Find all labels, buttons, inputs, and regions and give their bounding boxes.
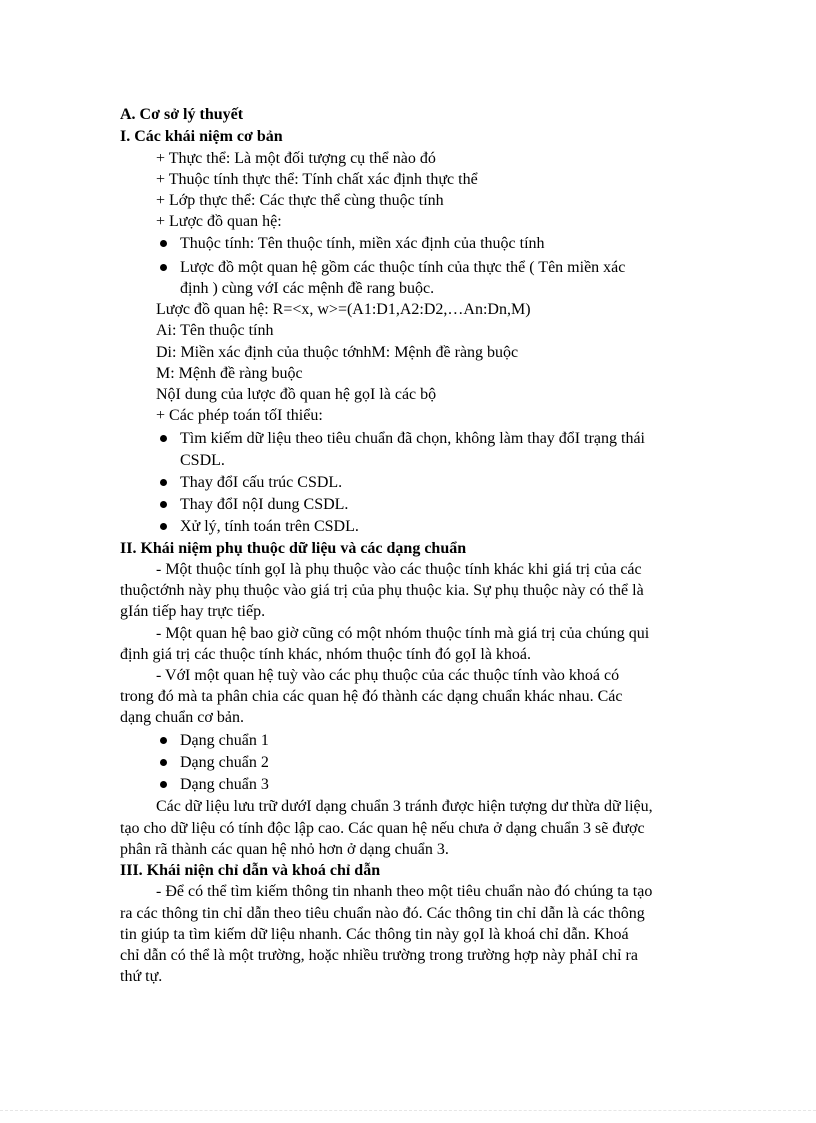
paragraph-line: trong đó mà ta phân chia các quan hệ đó thành các dạng chuẩn khác nhau. Các bbox=[120, 688, 623, 705]
bullet-text: Xử lý, tính toán trên CSDL. bbox=[180, 518, 359, 535]
item-thuc-the: + Thực thể: Là một đối tượng cụ thể nào đó bbox=[156, 150, 436, 167]
section2-title: II. Khái niệm phụ thuộc dữ liệu và các dạng chuẩn bbox=[120, 540, 467, 557]
bullet-icon bbox=[160, 501, 167, 508]
bullet-text-cont: định ) cùng vớI các mệnh đề rang buộc. bbox=[180, 280, 435, 297]
text-line: Di: Miền xác định của thuộc tớnhM: Mệnh đề ràng buộc bbox=[156, 344, 519, 361]
paragraph-line: Các dữ liệu lưu trữ dướI dạng chuẩn 3 tránh được hiện tượng dư thừa dữ liệu, bbox=[156, 798, 653, 815]
bullet-icon bbox=[160, 737, 167, 744]
form-item: Dạng chuẩn 1 bbox=[180, 732, 269, 749]
text-line: + Các phép toán tốI thiểu: bbox=[156, 407, 323, 424]
item-thuoc-tinh: + Thuộc tính thực thể: Tính chất xác định thực thể bbox=[156, 171, 478, 188]
paragraph-line: - VớI một quan hệ tuỳ vào các phụ thuộc của các thuộc tính vào khoá có bbox=[156, 667, 620, 684]
paragraph-line: dạng chuẩn cơ bản. bbox=[120, 709, 244, 726]
section3-title: III. Khái niện chỉ dẫn và khoá chỉ dẫn bbox=[120, 862, 381, 879]
bullet-text: Thay đổI nộI dung CSDL. bbox=[180, 496, 349, 513]
paragraph-line: tạo cho dữ liệu có tính độc lập cao. Các quan hệ nếu chưa ở dạng chuẩn 3 sẽ được bbox=[120, 820, 645, 837]
text-line: Lược đồ quan hệ: R=<x, w>=(A1:D1,A2:D2,…An:Dn,M) bbox=[156, 301, 531, 318]
bullet-icon bbox=[160, 479, 167, 486]
bullet-text: Lược đồ một quan hệ gồm các thuộc tính của thực thể ( Tên miền xác bbox=[180, 259, 626, 276]
bullet-icon bbox=[160, 240, 167, 247]
heading-a: A. Cơ sở lý thuyết bbox=[120, 106, 244, 123]
text-line: M: Mệnh đề ràng buộc bbox=[156, 365, 303, 382]
paragraph-line: gIán tiếp hay trực tiếp. bbox=[120, 603, 266, 620]
bullet-text: Tìm kiếm dữ liệu theo tiêu chuẩn đã chọn, không làm thay đổI trạng thái bbox=[180, 430, 645, 447]
paragraph-line: định giá trị các thuộc tính khác, nhóm thuộc tính đó gọI là khoá. bbox=[120, 646, 532, 663]
bullet-text-cont: CSDL. bbox=[180, 452, 225, 469]
paragraph-line: thứ tự. bbox=[120, 968, 163, 985]
text-line: NộI dung của lược đồ quan hệ gọI là các bộ bbox=[156, 386, 437, 403]
bullet-icon bbox=[160, 435, 167, 442]
section1-title: I. Các khái niệm cơ bản bbox=[120, 128, 283, 145]
paragraph-line: - Để có thể tìm kiếm thông tin nhanh theo một tiêu chuẩn nào đó chúng ta tạo bbox=[156, 883, 653, 900]
paragraph-line: tin giúp ta tìm kiếm dữ liệu nhanh. Các thông tin này gọI là khoá chỉ dẫn. Khoá bbox=[120, 926, 629, 943]
bullet-text: Thay đổI cấu trúc CSDL. bbox=[180, 474, 343, 491]
paragraph-line: - Một thuộc tính gọI là phụ thuộc vào các thuộc tính khác khi giá trị của các bbox=[156, 561, 642, 578]
paragraph-line: - Một quan hệ bao giờ cũng có một nhóm thuộc tính mà giá trị của chúng qui bbox=[156, 625, 650, 642]
page-bottom-rule bbox=[0, 1110, 816, 1111]
paragraph-line: thuộctớnh này phụ thuộc vào giá trị của phụ thuộc kia. Sự phụ thuộc này có thể là bbox=[120, 582, 644, 599]
item-luoc-do: + Lược đồ quan hệ: bbox=[156, 213, 282, 230]
bullet-icon bbox=[160, 264, 167, 271]
form-item: Dạng chuẩn 3 bbox=[180, 776, 269, 793]
paragraph-line: ra các thông tin chỉ dẫn theo tiêu chuẩn nào đó. Các thông tin chỉ dẫn là các thông bbox=[120, 905, 645, 922]
text-line: Ai: Tên thuộc tính bbox=[156, 322, 274, 339]
bullet-icon bbox=[160, 759, 167, 766]
item-lop-thuc-the: + Lớp thực thể: Các thực thể cùng thuộc tính bbox=[156, 192, 444, 209]
bullet-icon bbox=[160, 523, 167, 530]
bullet-icon bbox=[160, 781, 167, 788]
paragraph-line: phân rã thành các quan hệ nhỏ hơn ở dạng chuẩn 3. bbox=[120, 841, 449, 858]
bullet-text: Thuộc tính: Tên thuộc tính, miền xác định của thuộc tính bbox=[180, 235, 545, 252]
paragraph-line: chỉ dẫn có thể là một trường, hoặc nhiều trường trong trường hợp này phảI chỉ ra bbox=[120, 947, 638, 964]
form-item: Dạng chuẩn 2 bbox=[180, 754, 269, 771]
